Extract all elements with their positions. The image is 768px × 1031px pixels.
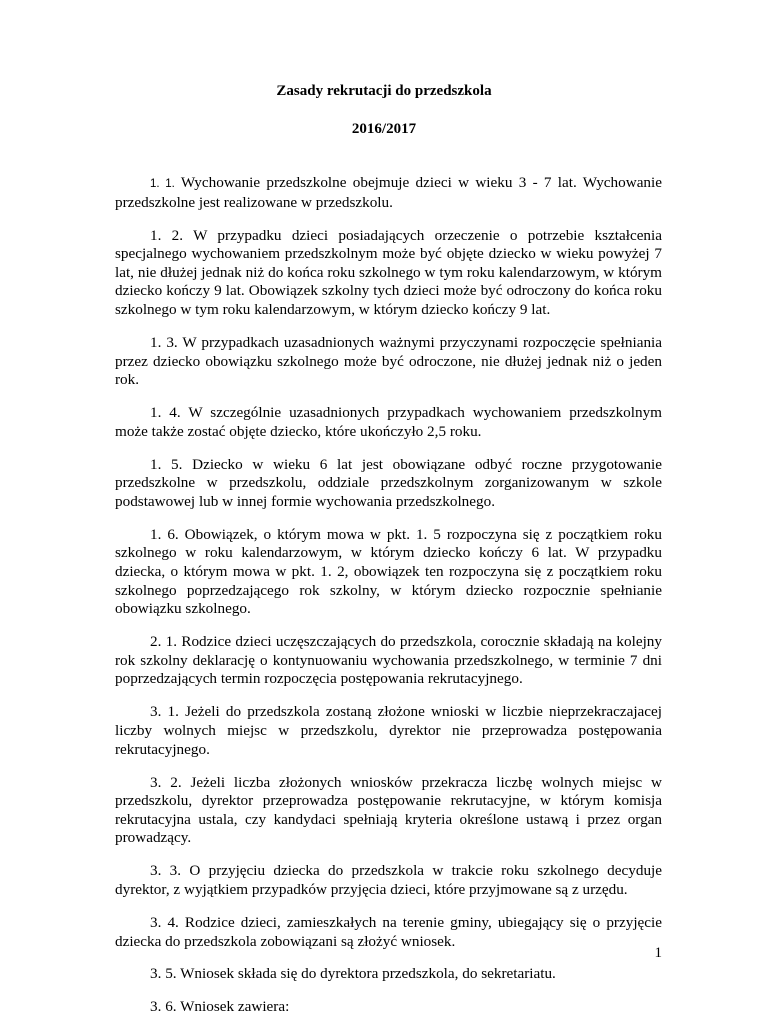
- page-number: 1: [654, 945, 662, 961]
- paragraph-text: Wychowanie przedszkolne obejmuje dzieci w wieku 3 - 7 lat. Wychowanie przedszkolne jest realizowane w przedszkolu.: [115, 174, 662, 211]
- paragraph-3-6: 3. 6. Wniosek zawiera:: [150, 998, 290, 1016]
- paragraph-1-5: 1. 5. Dziecko w wieku 6 lat jest obowiązane odbyć roczne przygotowanie przedszkolne w przedszkolu, oddziale przedszkolnym zorganizowanym w szkole podstawowej lub w innej formie wychowania przedszkolnego.: [115, 455, 662, 510]
- document-year: 2016/2017: [351, 121, 417, 137]
- paragraph-3-5: 3. 5. Wniosek składa się do dyrektora przedszkola, do sekretariatu.: [150, 965, 556, 983]
- paragraph-1-6: 1. 6. Obowiązek, o którym mowa w pkt. 1. 5 rozpoczyna się z początkiem roku szkolnego w roku kalendarzowym, w którym dziecko kończy 6 lat. W przypadku dziecka, o którym mowa w pkt. 1. 2, obowiązek ten rozpoczyna się z początkiem roku szkolnego poprzedzającego rok szkolny, w którym dziecko rozpocznie spełnianie obowiązku szkolnego.: [115, 525, 662, 618]
- paragraph-1-4: 1. 4. W szczególnie uzasadnionych przypadkach wychowaniem przedszkolnym może także zostać objęte dziecko, które ukończyło 2,5 roku.: [115, 404, 662, 440]
- paragraph-2-1: 2. 1. Rodzice dzieci uczęszczających do przedszkola, corocznie składają na kolejny rok szkolny deklarację o kontynuowaniu wychowania przedszkolnego, w terminie 7 dni poprzedzających termin rozpoczęcia postępowania rekrutacyjnego.: [115, 633, 662, 688]
- paragraph-1-2: 1. 2. W przypadku dzieci posiadających orzeczenie o potrzebie kształcenia specjalnego wychowaniem przedszkolnym może być objęte dziecko w wieku powyżej 7 lat, nie dłużej jednak niż do końca roku szkolnego w tym roku kalendarzowym, w którym dziecko kończy 9 lat. Obowiązek szkolny tych dzieci może być odroczony do końca roku szkolnego w tym roku kalendarzowym, w którym dziecko kończy 9 lat.: [115, 226, 662, 318]
- paragraph-number: 1. 1.: [150, 178, 175, 190]
- paragraph-3-2: 3. 2. Jeżeli liczba złożonych wniosków przekracza liczbę wolnych miejsc w przedszkolu, dyrektor przeprowadza postępowanie rekrutacyjne, w którym komisja rekrutacyjna ustala, czy kandydaci spełniają kryteria określone ustawą i przez organ prowadzący.: [115, 773, 662, 847]
- document-title: Zasady rekrutacji do przedszkola: [276, 83, 492, 99]
- paragraph-1-3: 1. 3. W przypadkach uzasadnionych ważnymi przyczynami rozpoczęcie spełniania przez dziecko obowiązku szkolnego może być odroczone, nie dłużej jednak niż o jeden rok.: [115, 333, 662, 389]
- document-body: [115, 174, 662, 1031]
- paragraph-1-1: [115, 174, 662, 212]
- paragraph-3-3: 3. 3. O przyjęciu dziecka do przedszkola w trakcie roku szkolnego decyduje dyrektor, z wyjątkiem przypadków przyjęcia dzieci, które przyjmowane są z urzędu.: [115, 862, 662, 898]
- paragraph-3-4: 3. 4. Rodzice dzieci, zamieszkałych na terenie gminy, ubiegający się o przyjęcie dziecka do przedszkola zobowiązani są złożyć wniosek.: [115, 913, 662, 950]
- paragraph-3-1: 3. 1. Jeżeli do przedszkola zostaną złożone wnioski w liczbie nieprzekraczajacej liczby wolnych miejsc w przedszkolu, dyrektor nie przeprowadza postępowania rekrutacyjnego.: [115, 703, 662, 758]
